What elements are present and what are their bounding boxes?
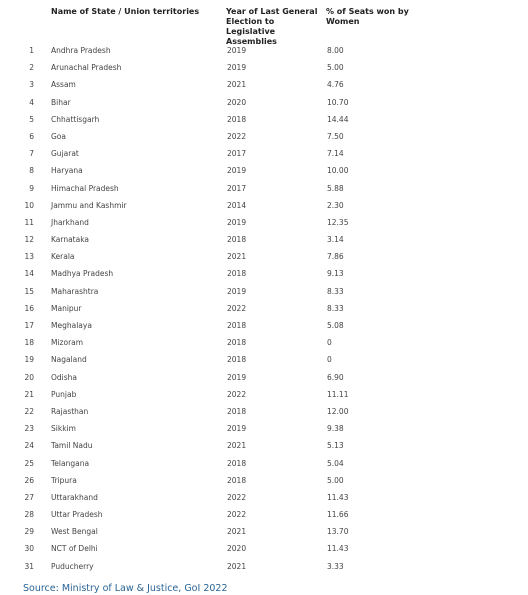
table-row (0, 265, 528, 282)
row-percent: 2.30 (327, 200, 344, 210)
table-row (0, 42, 528, 59)
row-year: 2018 (227, 338, 247, 348)
row-state: Bihar (51, 97, 71, 107)
row-number: 4 (29, 97, 34, 107)
row-year: 2017 (227, 183, 247, 193)
row-percent: 11.43 (327, 544, 349, 554)
row-state: Madhya Pradesh (51, 269, 114, 279)
row-year: 2022 (227, 389, 247, 399)
header-state: Name of State / Union territories (51, 7, 200, 16)
row-number: 31 (24, 561, 34, 571)
row-number: 15 (24, 286, 34, 296)
row-percent: 5.88 (327, 183, 344, 193)
row-number: 8 (29, 166, 34, 176)
table-row (0, 523, 528, 540)
row-year: 2018 (227, 406, 247, 416)
row-state: Himachal Pradesh (51, 183, 119, 193)
row-percent: 10.00 (327, 166, 349, 176)
row-year: 2019 (227, 217, 247, 227)
table-row (0, 506, 528, 523)
row-number: 3 (29, 80, 34, 90)
row-percent: 5.00 (327, 475, 344, 485)
row-percent: 3.14 (327, 235, 344, 245)
table-row (0, 437, 528, 454)
table-row (0, 472, 528, 489)
row-state: Goa (51, 131, 66, 141)
row-percent: 8.33 (327, 303, 344, 313)
row-state: Uttarakhand (51, 492, 98, 502)
row-number: 11 (24, 217, 34, 227)
row-year: 2019 (227, 46, 247, 55)
row-number: 1 (29, 46, 34, 55)
row-year: 2020 (227, 544, 247, 554)
row-number: 6 (29, 131, 34, 141)
row-year: 2022 (227, 131, 247, 141)
table-header (0, 7, 528, 46)
row-number: 26 (24, 475, 34, 485)
row-number: 29 (24, 527, 34, 537)
row-number: 10 (24, 200, 34, 210)
row-state: Puducherry (51, 561, 94, 571)
row-state: Andhra Pradesh (51, 46, 111, 55)
row-percent: 8.00 (327, 46, 344, 55)
row-number: 2 (29, 63, 34, 73)
row-year: 2021 (227, 561, 247, 571)
row-year: 2019 (227, 166, 247, 176)
row-number: 7 (29, 149, 34, 159)
row-year: 2022 (227, 303, 247, 313)
row-number: 5 (29, 114, 34, 124)
row-year: 2019 (227, 424, 247, 434)
row-percent: 11.43 (327, 492, 349, 502)
row-state: Rajasthan (51, 406, 89, 416)
table-row (0, 369, 528, 386)
row-number: 22 (24, 406, 34, 416)
header-year: Year of Last General Election to Legislative Assemblies (226, 7, 318, 46)
table-row (0, 317, 528, 334)
row-number: 30 (24, 544, 34, 554)
table-row (0, 231, 528, 248)
row-state: Manipur (51, 303, 82, 313)
row-number: 27 (24, 492, 34, 502)
row-percent: 0 (327, 355, 332, 365)
row-year: 2019 (227, 63, 247, 73)
row-state: Tripura (51, 475, 77, 485)
table-row (0, 351, 528, 368)
row-percent: 5.04 (327, 458, 344, 468)
table-row (0, 300, 528, 317)
row-number: 25 (24, 458, 34, 468)
row-year: 2018 (227, 321, 247, 330)
row-number: 17 (24, 321, 34, 330)
row-percent: 6.90 (327, 372, 344, 382)
row-percent: 9.13 (327, 269, 344, 279)
table-row (0, 180, 528, 197)
row-state: Uttar Pradesh (51, 510, 103, 520)
table-row (0, 197, 528, 214)
row-state: Assam (51, 80, 76, 90)
row-percent: 13.70 (327, 527, 349, 537)
row-number: 21 (24, 389, 34, 399)
row-percent: 3.33 (327, 561, 344, 571)
row-number: 23 (24, 424, 34, 434)
row-state: Chhattisgarh (51, 114, 100, 124)
row-year: 2021 (227, 441, 247, 451)
table-row (0, 59, 528, 76)
row-percent: 7.86 (327, 252, 344, 262)
row-state: Punjab (51, 389, 77, 399)
table-row (0, 403, 528, 420)
row-number: 19 (24, 355, 34, 365)
row-year: 2014 (227, 200, 247, 210)
row-year: 2021 (227, 80, 247, 90)
table-row (0, 248, 528, 265)
row-number: 24 (24, 441, 34, 451)
row-state: Maharashtra (51, 286, 99, 296)
row-percent: 7.50 (327, 131, 344, 141)
table-row (0, 94, 528, 111)
row-year: 2018 (227, 355, 247, 365)
table-row (0, 76, 528, 93)
row-year: 2019 (227, 372, 247, 382)
table-row (0, 162, 528, 179)
row-percent: 9.38 (327, 424, 344, 434)
row-state: Jharkhand (51, 217, 89, 227)
row-year: 2018 (227, 475, 247, 485)
row-number: 18 (24, 338, 34, 348)
row-percent: 11.66 (327, 510, 349, 520)
row-number: 20 (24, 372, 34, 382)
row-year: 2018 (227, 235, 247, 245)
row-number: 28 (24, 510, 34, 520)
table-row (0, 489, 528, 506)
row-number: 12 (24, 235, 34, 245)
row-year: 2018 (227, 114, 247, 124)
row-year: 2018 (227, 269, 247, 279)
row-state: Arunachal Pradesh (51, 63, 122, 73)
row-state: Odisha (51, 372, 78, 382)
row-percent: 12.00 (327, 406, 349, 416)
row-state: Karnataka (51, 235, 90, 245)
row-state: Haryana (51, 166, 83, 176)
row-state: NCT of Delhi (51, 544, 98, 554)
row-year: 2020 (227, 97, 247, 107)
row-state: Meghalaya (51, 321, 92, 330)
table-row (0, 540, 528, 557)
table-row (0, 386, 528, 403)
header-percent: % of Seats won by Women (326, 7, 409, 26)
table-row (0, 455, 528, 472)
row-year: 2021 (227, 252, 247, 262)
row-state: Kerala (51, 252, 75, 262)
row-state: Sikkim (51, 424, 76, 434)
row-year: 2017 (227, 149, 247, 159)
row-number: 16 (24, 303, 34, 313)
row-number: 14 (24, 269, 34, 279)
table-body (0, 42, 528, 575)
row-percent: 5.13 (327, 441, 344, 451)
row-state: Nagaland (51, 355, 87, 365)
table-row (0, 111, 528, 128)
row-state: Mizoram (51, 338, 84, 348)
row-percent: 14.44 (327, 114, 349, 124)
row-percent: 7.14 (327, 149, 344, 159)
row-year: 2021 (227, 527, 247, 537)
row-percent: 0 (327, 338, 332, 348)
row-state: Gujarat (51, 149, 79, 159)
row-year: 2018 (227, 458, 247, 468)
row-percent: 4.76 (327, 80, 344, 90)
row-percent: 10.70 (327, 97, 349, 107)
table-row (0, 283, 528, 300)
row-percent: 11.11 (327, 389, 349, 399)
row-state: Tamil Nadu (51, 441, 93, 451)
row-percent: 12.35 (327, 217, 349, 227)
row-state: Jammu and Kashmir (51, 200, 127, 210)
table-row (0, 420, 528, 437)
row-percent: 8.33 (327, 286, 344, 296)
table-row (0, 558, 528, 575)
row-percent: 5.08 (327, 321, 344, 330)
row-year: 2022 (227, 510, 247, 520)
table-row (0, 128, 528, 145)
row-state: West Bengal (51, 527, 98, 537)
row-state: Telangana (51, 458, 90, 468)
row-year: 2019 (227, 286, 247, 296)
row-percent: 5.00 (327, 63, 344, 73)
table-row (0, 214, 528, 231)
table-row (0, 145, 528, 162)
row-number: 9 (29, 183, 34, 193)
table-row (0, 334, 528, 351)
row-number: 13 (24, 252, 34, 262)
row-year: 2022 (227, 492, 247, 502)
source-note: Source: Ministry of Law & Justice, GoI 2022 (23, 583, 228, 594)
